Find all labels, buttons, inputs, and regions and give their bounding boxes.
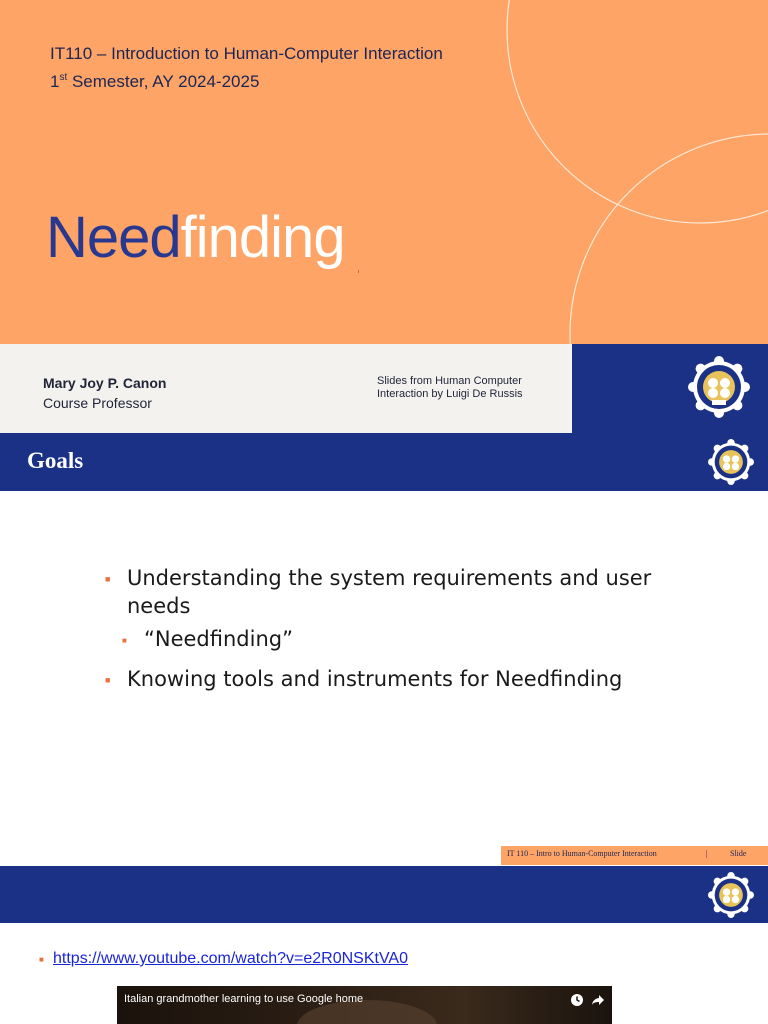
decorative-mark	[358, 270, 359, 273]
logo-panel	[572, 344, 768, 433]
goal-item: Understanding the system requirements and user	[127, 566, 652, 590]
page-title: Needfinding	[46, 205, 345, 270]
bullet-marker: ■	[122, 636, 127, 645]
bullet-marker: ■	[39, 955, 44, 964]
footer-slide-label: Slide	[730, 849, 747, 858]
university-seal-icon	[708, 872, 754, 918]
video-embed[interactable]	[117, 986, 612, 1024]
video-title: Italian grandmother learning to use Google home	[124, 993, 364, 1005]
footer-course: IT 110 – Intro to Human-Computer Interaction	[507, 849, 657, 858]
slide3-header-bar	[0, 866, 768, 923]
slide-footer-tag	[501, 846, 768, 865]
title-banner	[0, 0, 768, 344]
university-seal-icon	[708, 439, 754, 485]
share-icon[interactable]	[591, 993, 605, 1007]
course-title: IT110 – Introduction to Human-Computer Interaction	[50, 44, 443, 63]
goal-subitem: “Needfinding”	[144, 627, 293, 651]
goals-header-bar	[0, 433, 768, 491]
slide-credit: Slides from Human Computer Interaction by Luigi De Russis	[377, 375, 523, 400]
video-thumbnail-glow	[287, 986, 447, 1024]
clock-icon[interactable]	[570, 993, 584, 1007]
goal-item-continued: needs	[127, 594, 191, 618]
bullet-marker: ■	[105, 675, 111, 685]
footer-separator: |	[706, 849, 708, 858]
goals-heading: Goals	[27, 448, 84, 473]
goal-item: Knowing tools and instruments for Needfinding	[127, 667, 623, 691]
university-seal-icon	[688, 356, 750, 418]
semester-line: 1st Semester, AY 2024-2025	[50, 72, 260, 91]
professor-name: Mary Joy P. Canon	[43, 375, 167, 391]
youtube-link[interactable]: https://www.youtube.com/watch?v=e2R0NSKtVA0	[53, 950, 408, 967]
bullet-marker: ■	[105, 574, 111, 584]
title-slide	[0, 0, 768, 433]
professor-role: Course Professor	[43, 395, 152, 411]
